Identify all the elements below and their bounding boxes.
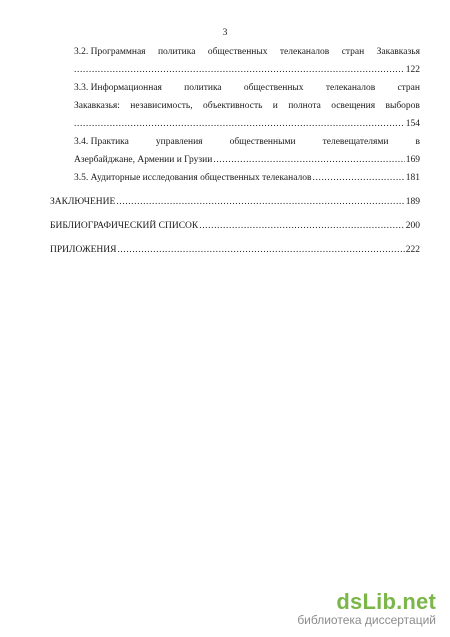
toc-item-3-3-line2: Закавказья: независимость, объективность и полнота освещения выборов	[74, 101, 420, 111]
table-of-contents	[50, 43, 420, 259]
toc-page-number: 169	[405, 155, 420, 165]
toc-item-title: ПРИЛОЖЕНИЯ	[50, 245, 117, 255]
toc-item-3-4-line1: 3.4. Практика управления общественными телевещателями в	[74, 137, 420, 147]
dot-leader	[199, 217, 405, 235]
toc-item-3-4-line2[interactable]	[62, 151, 420, 169]
toc-page-number: 154	[405, 119, 420, 129]
toc-item-title: БИБЛИОГРАФИЧЕСКИЙ СПИСОК	[50, 221, 199, 231]
page-number: 3	[222, 28, 228, 38]
toc-item-3-5[interactable]	[62, 169, 420, 187]
toc-page-number: 122	[405, 65, 420, 75]
toc-item-appendices[interactable]	[50, 241, 420, 259]
toc-item-conclusion[interactable]	[50, 193, 420, 211]
toc-page-number: 189	[405, 197, 420, 207]
toc-item-bibliography[interactable]	[50, 217, 420, 235]
watermark	[297, 589, 436, 627]
toc-page-number: 222	[405, 245, 420, 255]
watermark-subtitle: библиотека диссертаций	[297, 613, 436, 627]
toc-item-3-2-leader[interactable]	[62, 61, 420, 79]
toc-item-3-2-line1: 3.2. Программная политика общественных телеканалов стран Закавказья	[74, 47, 420, 57]
toc-page-number: 200	[405, 221, 420, 231]
toc-item-3-3-line1: 3.3. Информационная политика общественных телеканалов стран	[74, 83, 420, 93]
dot-leader	[313, 169, 405, 187]
toc-item-title: ЗАКЛЮЧЕНИЕ	[50, 197, 116, 207]
dot-leader	[74, 115, 405, 133]
dot-leader	[116, 193, 404, 211]
dot-leader	[117, 241, 404, 259]
toc-item-title: 3.5. Аудиторные исследования общественных телеканалов	[74, 173, 312, 183]
toc-item-title: Азербайджане, Армении и Грузии	[74, 155, 213, 165]
toc-item-3-3-leader[interactable]	[62, 115, 420, 133]
dot-leader	[213, 151, 404, 169]
toc-page-number: 181	[405, 173, 420, 183]
dot-leader	[74, 61, 405, 79]
watermark-logo: dsLib.net	[336, 589, 436, 614]
